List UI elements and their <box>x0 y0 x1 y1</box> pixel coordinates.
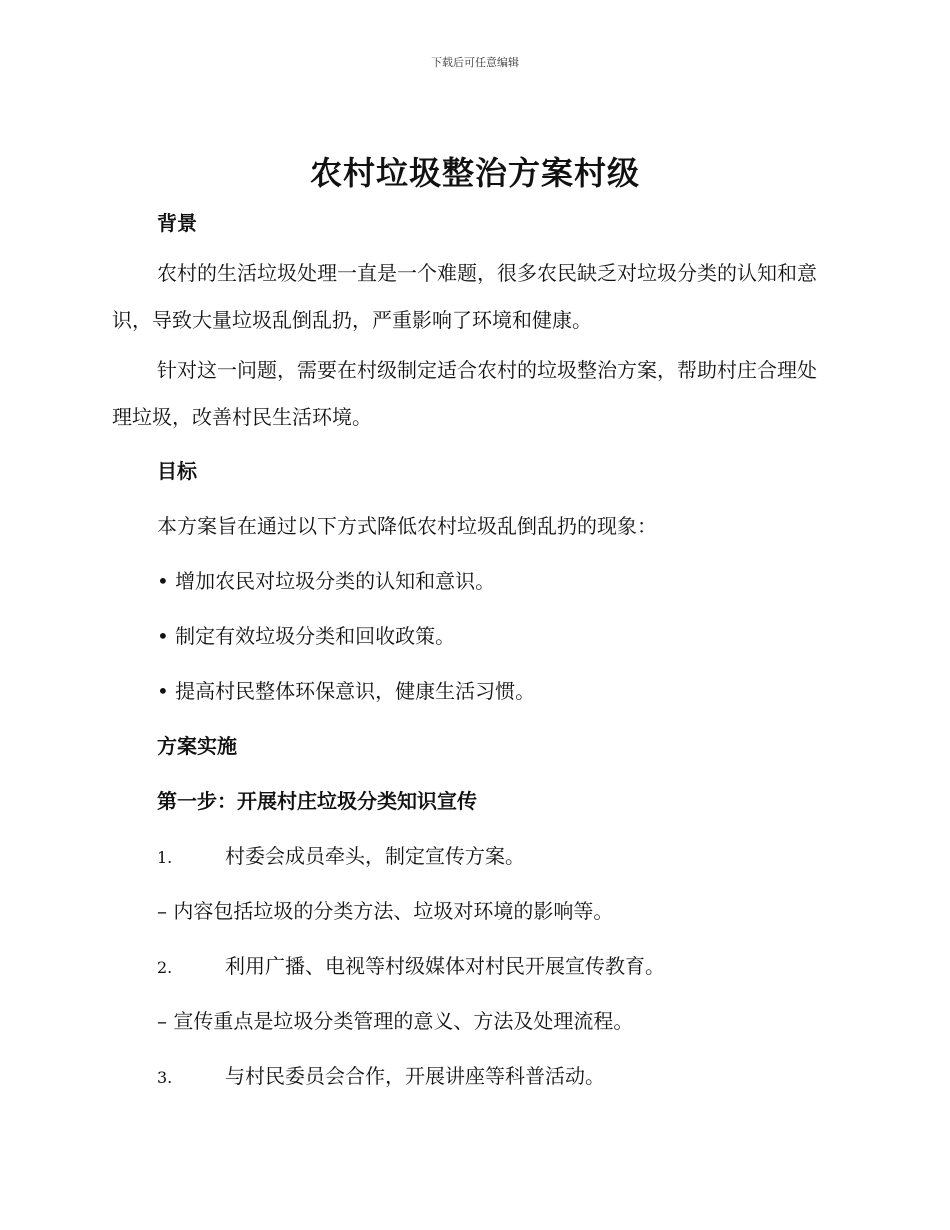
page-header-note: 下载后可任意编辑 <box>431 56 519 69</box>
goal-bullet: • 提高村民整体环保意识，健康生活习惯。 <box>157 679 536 703</box>
list-item <box>157 840 525 869</box>
list-item-text: 村委会成员牵头，制定宣传方案。 <box>225 844 525 868</box>
goal-bullet: • 制定有效垃圾分类和回收政策。 <box>157 624 456 648</box>
list-item-text: 利用广播、电视等村级媒体对村民开展宣传教育。 <box>225 954 665 978</box>
background-paragraph-2: 针对这一问题，需要在村级制定适合农村的垃圾整治方案，帮助村庄合理处理垃圾，改善村民生活环境。 <box>112 358 817 429</box>
list-item <box>157 950 665 979</box>
section-heading-background: 背景 <box>157 211 197 235</box>
list-item-number: 3. <box>157 1068 173 1087</box>
goals-intro: 本方案旨在通过以下方式降低农村垃圾乱倒乱扔的现象： <box>157 514 657 538</box>
list-item-number: 2. <box>157 958 173 977</box>
background-section <box>112 250 832 344</box>
step-heading: 第一步：开展村庄垃圾分类知识宣传 <box>157 789 477 813</box>
list-item-number: 1. <box>157 848 173 867</box>
section-heading-implementation: 方案实施 <box>157 734 237 758</box>
background-section-2 <box>112 347 832 441</box>
section-heading-goals: 目标 <box>157 459 197 483</box>
sub-item: – 内容包括垃圾的分类方法、垃圾对环境的影响等。 <box>157 899 614 923</box>
sub-item: – 宣传重点是垃圾分类管理的意义、方法及处理流程。 <box>157 1009 634 1033</box>
goal-bullet: • 增加农民对垃圾分类的认知和意识。 <box>157 569 496 593</box>
background-paragraph-1: 农村的生活垃圾处理一直是一个难题，很多农民缺乏对垃圾分类的认知和意识，导致大量垃圾乱倒乱扔，严重影响了环境和健康。 <box>112 261 817 332</box>
list-item <box>157 1060 605 1089</box>
document-title: 农村垃圾整治方案村级 <box>309 154 640 192</box>
list-item-text: 与村民委员会合作，开展讲座等科普活动。 <box>225 1064 605 1088</box>
